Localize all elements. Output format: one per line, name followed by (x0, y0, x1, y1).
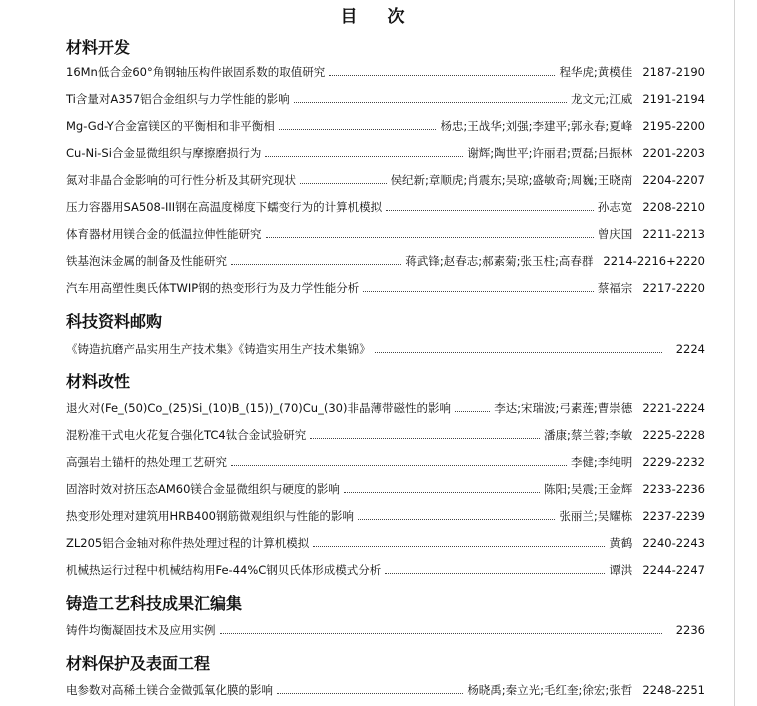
entry-title: 热变形处理对建筑用HRB400钢筋微观组织与性能的影响 (66, 509, 354, 523)
entry-title: 固溶时效对挤压态AM60镁合金显微组织与硬度的影响 (66, 482, 340, 496)
entry-authors: 程华虎;黄模佳 (559, 65, 633, 79)
leader-dots (220, 633, 662, 634)
toc-entry[interactable] (66, 115, 705, 133)
toc-entry[interactable] (66, 169, 705, 187)
leader-dots (265, 156, 463, 157)
entry-authors: 李健;李纯明 (570, 455, 633, 469)
entry-authors: 孙志宽 (597, 200, 633, 214)
entry-pages: 2208-2210 (642, 200, 705, 214)
entry-pages: 2224 (675, 342, 705, 356)
entry-title: 高强岩土锚杆的热处理工艺研究 (66, 455, 227, 469)
entry-authors: 谢辉;陶世平;许丽君;贾磊;吕振林 (467, 146, 633, 160)
entry-title: 16Mn低合金60°角钢轴压构件嵌固系数的取值研究 (66, 65, 326, 79)
toc-title: 目 次 (340, 7, 417, 27)
entry-authors: 龙文元;江威 (570, 92, 633, 106)
entry-title: 《铸造抗磨产品实用生产技术集》《铸造实用生产技术集锦》 (66, 342, 371, 356)
entry-title: 退火对(Fe_(50)Co_(25)Si_(10)B_(15))_(70)Cu_(30)非晶薄带磁性的影响 (66, 401, 451, 415)
entry-authors: 潘康;蔡兰蓉;李敏 (544, 428, 633, 442)
leader-dots (313, 546, 605, 547)
entry-title: 汽车用高塑性奥氏体TWIP钢的热变形行为及力学性能分析 (66, 281, 360, 295)
entry-authors: 蒋武锋;赵春志;郝素菊;张玉柱;高春群 (405, 254, 594, 268)
leader-dots (231, 465, 567, 466)
toc-entry[interactable] (66, 679, 705, 697)
entry-pages: 2214-2216+2220 (603, 254, 705, 268)
entry-authors: 李达;宋瑞波;弓素莲;曹崇德 (494, 401, 633, 415)
entry-authors: 杨晓禹;秦立光;毛红奎;徐宏;张哲 (467, 683, 633, 697)
toc-entry[interactable] (66, 277, 705, 295)
leader-dots (231, 264, 401, 265)
leader-dots (375, 352, 662, 353)
entry-authors: 侯纪新;章顺虎;肖震东;吴琼;盛敏奇;周巍;王晓南 (390, 173, 633, 187)
leader-dots (363, 291, 594, 292)
entry-pages: 2187-2190 (642, 65, 705, 79)
toc-entry[interactable] (66, 397, 705, 415)
entry-pages: 2217-2220 (642, 281, 705, 295)
section-heading-materials-protection-surface-engineering: 材料保护及表面工程 (66, 654, 211, 673)
toc-entry[interactable] (66, 478, 705, 496)
toc-entry[interactable] (66, 619, 705, 637)
entry-title: 氮对非晶合金影响的可行性分析及其研究现状 (66, 173, 296, 187)
entry-title: 体育器材用镁合金的低温拉伸性能研究 (66, 227, 262, 241)
entry-title: Ti含量对A357铝合金组织与力学性能的影响 (66, 92, 290, 106)
entry-title: Mg-Gd-Y合金富镁区的平衡相和非平衡相 (66, 119, 275, 133)
toc-entry[interactable] (66, 451, 705, 469)
entry-authors: 张丽兰;吴耀栋 (559, 509, 633, 523)
page-edge-divider (734, 0, 735, 706)
entry-pages: 2204-2207 (642, 173, 705, 187)
toc-entry[interactable] (66, 88, 705, 106)
entry-title: 机械热运行过程中机械结构用Fe-44%C钢贝氏体形成模式分析 (66, 563, 382, 577)
toc-entry[interactable] (66, 424, 705, 442)
leader-dots (358, 519, 555, 520)
entry-pages: 2211-2213 (642, 227, 705, 241)
toc-entry[interactable] (66, 223, 705, 241)
toc-entry[interactable] (66, 142, 705, 160)
entry-title: 铁基泡沫金属的制备及性能研究 (66, 254, 227, 268)
section-heading-tech-materials-mail-order: 科技资料邮购 (66, 312, 163, 331)
entry-authors: 陈阳;吴震;王金辉 (544, 482, 633, 496)
toc-entry[interactable] (66, 338, 705, 356)
entry-pages: 2236 (675, 623, 705, 637)
entry-pages: 2191-2194 (642, 92, 705, 106)
leader-dots (277, 693, 463, 694)
entry-title: 电参数对高稀土镁合金微弧氧化膜的影响 (66, 683, 273, 697)
leader-dots (386, 210, 594, 211)
entry-authors: 谭洪 (609, 563, 633, 577)
entry-authors: 蔡福宗 (597, 281, 633, 295)
entry-title: Cu-Ni-Si合金显微组织与摩擦磨损行为 (66, 146, 262, 160)
entry-pages: 2201-2203 (642, 146, 705, 160)
entry-pages: 2248-2251 (642, 683, 705, 697)
entry-pages: 2244-2247 (642, 563, 705, 577)
leader-dots (455, 411, 490, 412)
entry-title: 铸件均衡凝固技术及应用实例 (66, 623, 216, 637)
entry-authors: 曾庆国 (597, 227, 633, 241)
leader-dots (300, 183, 387, 184)
entry-pages: 2233-2236 (642, 482, 705, 496)
toc-entry[interactable] (66, 559, 705, 577)
section-heading-casting-process-compilation: 铸造工艺科技成果汇编集 (66, 594, 243, 613)
leader-dots (329, 75, 555, 76)
toc-entry[interactable] (66, 505, 705, 523)
entry-authors: 黄鹤 (609, 536, 633, 550)
leader-dots (279, 129, 437, 130)
toc-entry[interactable] (66, 61, 705, 79)
toc-entry[interactable] (66, 532, 705, 550)
toc-entry[interactable] (66, 196, 705, 214)
leader-dots (344, 492, 540, 493)
entry-pages: 2229-2232 (642, 455, 705, 469)
entry-pages: 2225-2228 (642, 428, 705, 442)
leader-dots (266, 237, 594, 238)
entry-pages: 2237-2239 (642, 509, 705, 523)
entry-title: ZL205铝合金轴对称件热处理过程的计算机模拟 (66, 536, 310, 550)
entry-title: 混粉准干式电火花复合强化TC4钛合金试验研究 (66, 428, 307, 442)
entry-authors: 杨忠;王战华;刘强;李建平;郭永春;夏峰 (440, 119, 633, 133)
entry-pages: 2221-2224 (642, 401, 705, 415)
entry-pages: 2195-2200 (642, 119, 705, 133)
entry-title: 压力容器用SA508-III钢在高温度梯度下蠕变行为的计算机模拟 (66, 200, 383, 214)
section-heading-materials-development: 材料开发 (66, 38, 131, 57)
leader-dots (294, 102, 567, 103)
leader-dots (310, 438, 540, 439)
entry-pages: 2240-2243 (642, 536, 705, 550)
toc-entry[interactable] (66, 250, 705, 268)
leader-dots (385, 573, 605, 574)
section-heading-materials-modification: 材料改性 (66, 372, 131, 391)
